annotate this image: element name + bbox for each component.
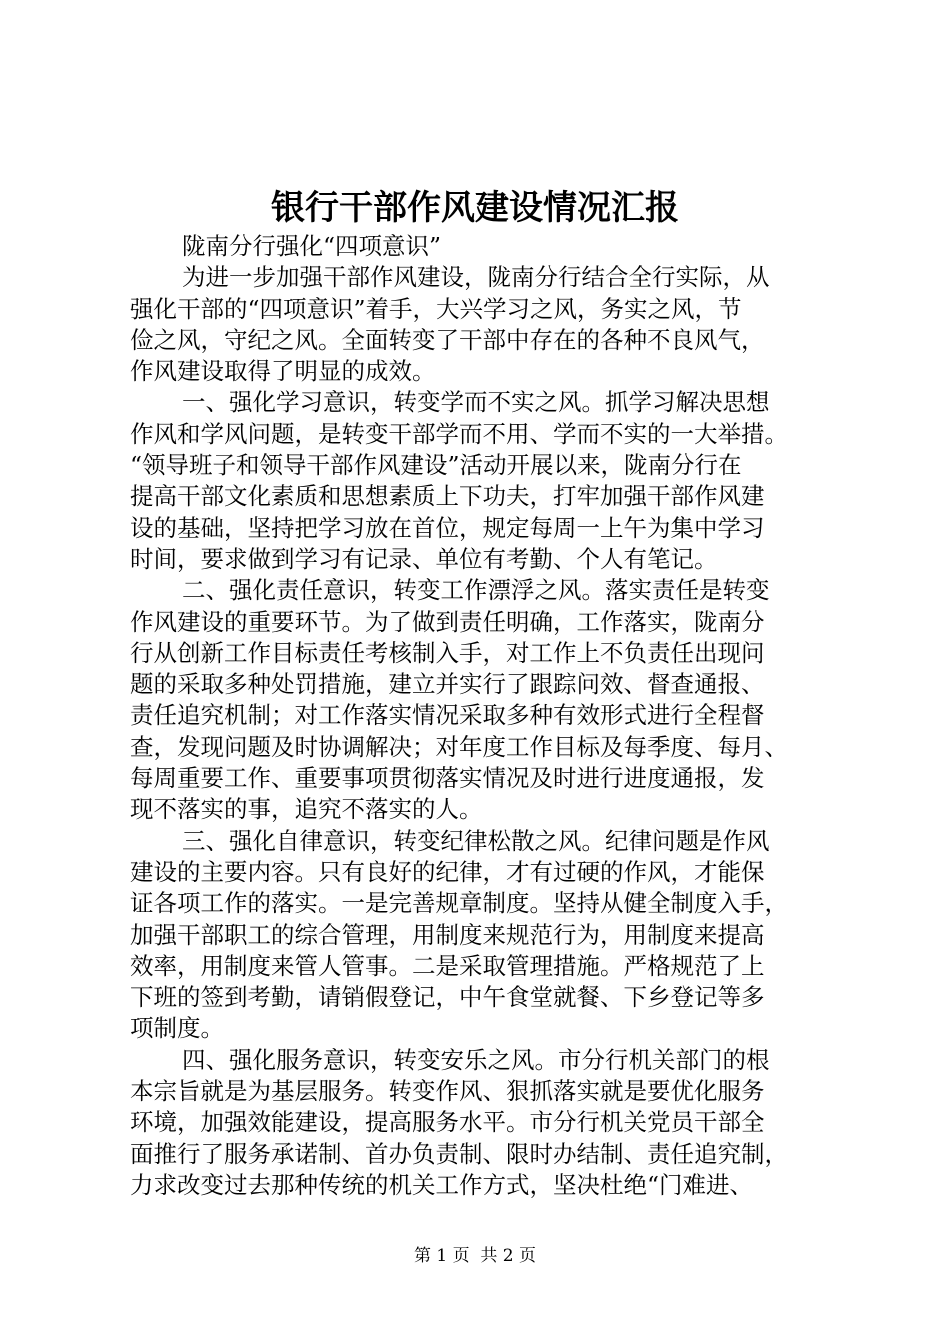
text-line: 为进一步加强干部作风建设，陇南分行结合全行实际，从 xyxy=(182,263,770,292)
text-line: 建设的主要内容。只有良好的纪律，才有过硬的作风，才能保 xyxy=(130,857,765,886)
text-line: 一、强化学习意识，转变学而不实之风。抓学习解决思想 xyxy=(182,388,770,417)
text-line: 本宗旨就是为基层服务。转变作风、狠抓落实就是要优化服务 xyxy=(130,1077,765,1106)
text-line: 效率，用制度来管人管事。二是采取管理措施。严格规范了上 xyxy=(130,951,765,980)
text-line: 环境，加强效能建设，提高服务水平。市分行机关党员干部全 xyxy=(130,1108,765,1137)
text-line: 作风建设取得了明显的成效。 xyxy=(130,357,436,386)
page-footer xyxy=(0,1244,950,1268)
page-title: 银行干部作风建设情况汇报 xyxy=(271,188,679,228)
text-line: 时间，要求做到学习有记录、单位有考勤、个人有笔记。 xyxy=(130,544,718,573)
text-line: 三、强化自律意识，转变纪律松散之风。纪律问题是作风 xyxy=(182,826,770,855)
text-line: 提高干部文化素质和思想素质上下功夫，打牢加强干部作风建 xyxy=(130,482,765,511)
document-body xyxy=(130,231,830,1201)
text-line: 题的采取多种处罚措施，建立并实行了跟踪问效、督查通报、 xyxy=(130,670,765,699)
text-line: 俭之风，守纪之风。全面转变了干部中存在的各种不良风气， xyxy=(130,325,765,354)
text-line: 下班的签到考勤，请销假登记，中午食堂就餐、下乡登记等多 xyxy=(130,983,765,1012)
text-line: 现不落实的事，追究不落实的人。 xyxy=(130,795,483,824)
text-line: 项制度。 xyxy=(130,1014,224,1043)
text-line: 作风建设的重要环节。为了做到责任明确，工作落实，陇南分 xyxy=(130,607,765,636)
text-line: 强化干部的“四项意识”着手，大兴学习之风，务实之风，节 xyxy=(130,294,742,323)
text-line: “领导班子和领导干部作风建设”活动开展以来，陇南分行在 xyxy=(130,451,742,480)
text-line: 四、强化服务意识，转变安乐之风。市分行机关部门的根 xyxy=(182,1045,770,1074)
text-line: 每周重要工作、重要事项贯彻落实情况及时进行进度通报，发 xyxy=(130,764,765,793)
text-line: 责任追究机制；对工作落实情况采取多种有效形式进行全程督 xyxy=(130,701,765,730)
text-line: 力求改变过去那种传统的机关工作方式，坚决杜绝“门难进、 xyxy=(130,1170,754,1199)
text-line: 查，发现问题及时协调解决；对年度工作目标及每季度、每月、 xyxy=(130,732,788,761)
text-line: 设的基础，坚持把学习放在首位，规定每周一上午为集中学习 xyxy=(130,513,765,542)
text-line: 证各项工作的落实。一是完善规章制度。坚持从健全制度入手， xyxy=(130,889,788,918)
text-line: 陇南分行强化“四项意识” xyxy=(182,232,442,260)
text-line: 二、强化责任意识，转变工作漂浮之风。落实责任是转变 xyxy=(182,576,770,605)
text-line: 行从创新工作目标责任考核制入手，对工作上不负责任出现问 xyxy=(130,638,765,667)
text-line: 加强干部职工的综合管理，用制度来规范行为，用制度来提高 xyxy=(130,920,765,949)
page-number-label: 第 1 页 共 2 页 xyxy=(413,1246,537,1266)
text-line: 面推行了服务承诺制、首办负责制、限时办结制、责任追究制， xyxy=(130,1139,788,1168)
text-line: 作风和学风问题，是转变干部学而不用、学而不实的一大举措。 xyxy=(130,419,788,448)
